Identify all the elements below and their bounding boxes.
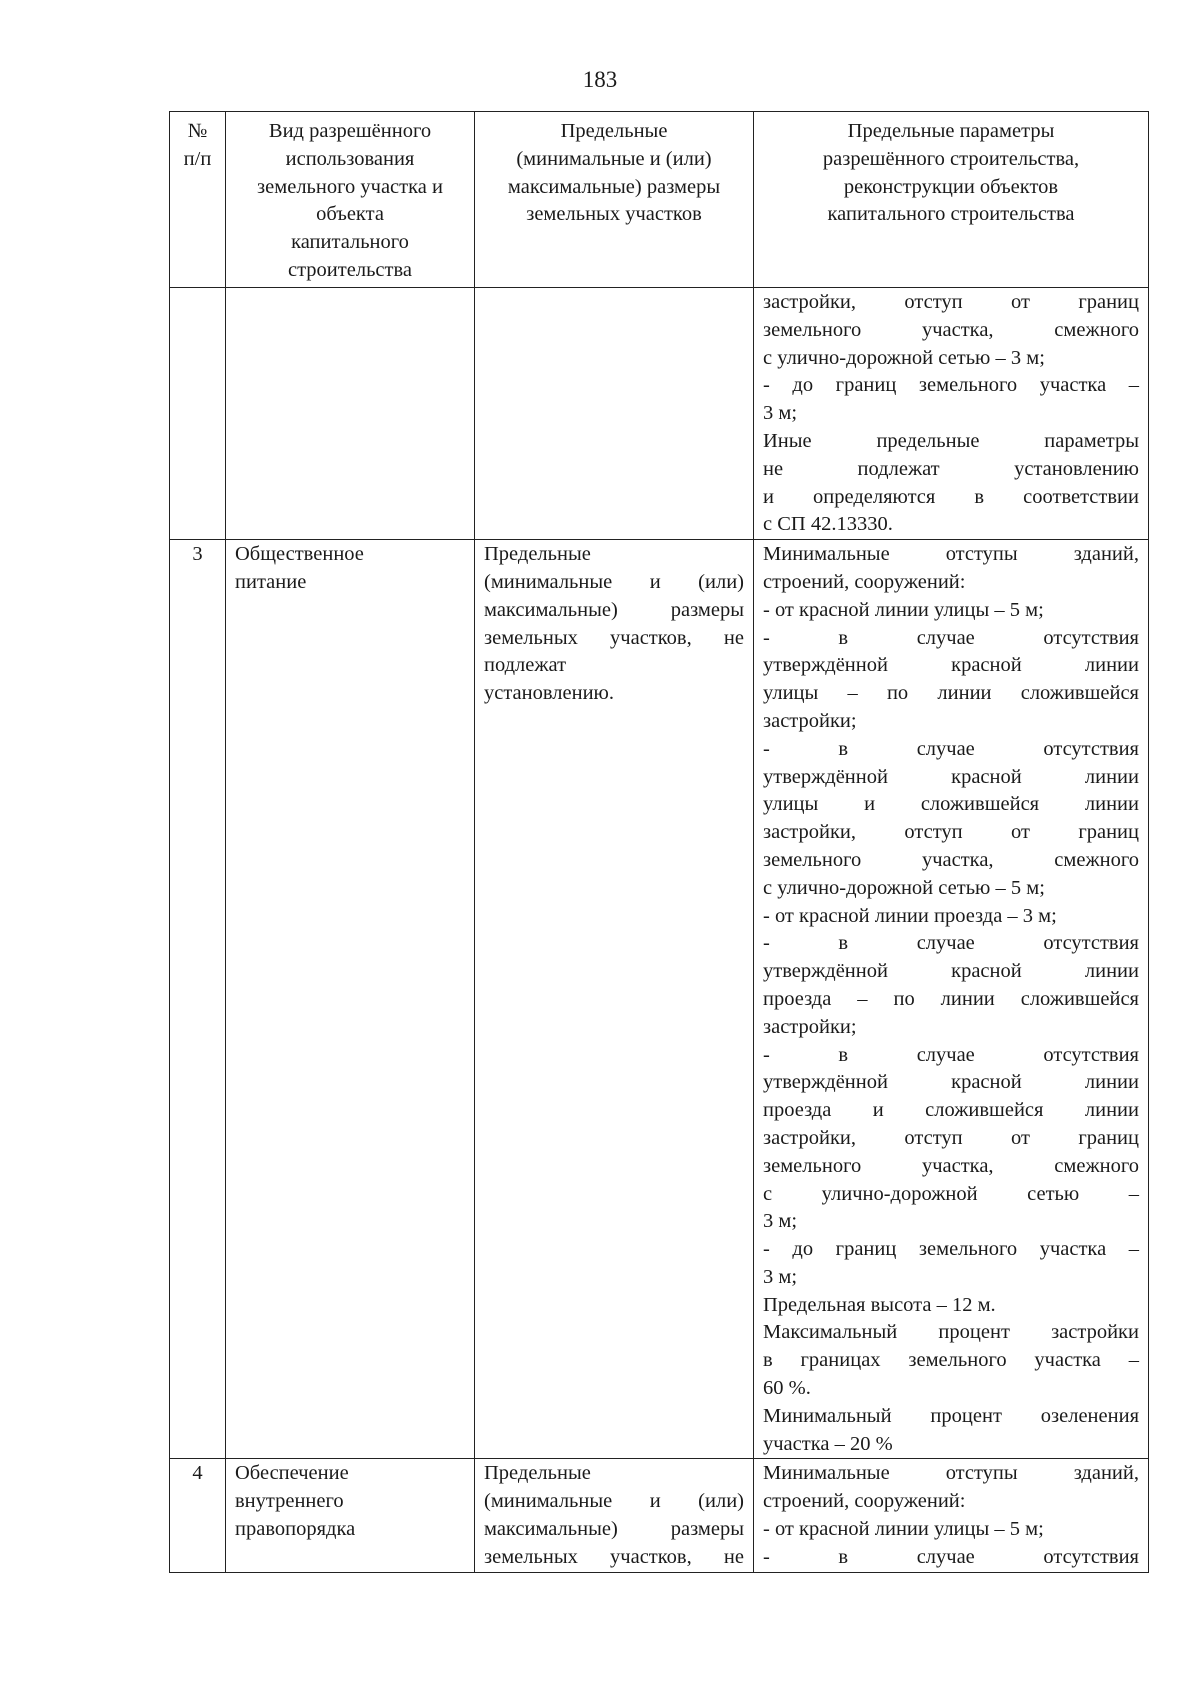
- cell-line: Иные предельные параметры: [763, 429, 1139, 452]
- cell-line: с улично-дорожной сетью –: [763, 1182, 1139, 1205]
- cell-line: правопорядка: [235, 1518, 356, 1541]
- cell-line: Минимальные отступы зданий,: [763, 543, 1139, 566]
- cell-line: утверждённой красной линии: [763, 960, 1139, 983]
- header-line: (минимальные и (или): [516, 147, 712, 170]
- cell-line: в границах земельного участка –: [763, 1349, 1139, 1372]
- cell-line: с СП 42.13330.: [763, 513, 893, 536]
- cell-line: подлежат: [484, 654, 567, 677]
- header-line: п/п: [183, 147, 212, 170]
- construction-parameters-cell: [754, 540, 1149, 1459]
- cell-line: максимальные) размеры: [484, 1518, 744, 1541]
- table-body: [170, 288, 1149, 1573]
- cell-line: застройки, отступ от границ: [763, 821, 1139, 844]
- construction-parameters-cell: [754, 1459, 1149, 1572]
- cell-line: улицы – по линии сложившейся: [763, 682, 1139, 705]
- cell-line: с улично-дорожной сетью – 3 м;: [763, 346, 1045, 369]
- cell-line: Обеспечение: [235, 1462, 349, 1485]
- cell-line: 3 м;: [763, 1265, 798, 1288]
- land-use-type-cell: [226, 540, 475, 1459]
- cell-line: установлению.: [484, 682, 614, 705]
- cell-line: проезда – по линии сложившейся: [763, 987, 1139, 1010]
- cell-line: земельных участков, не: [484, 1545, 744, 1568]
- header-line: капитального: [291, 231, 409, 254]
- cell-line: Предельные: [484, 543, 591, 566]
- header-number: [170, 112, 226, 288]
- header-line: капитального строительства: [827, 203, 1075, 226]
- cell-line: строений, сооружений:: [763, 570, 966, 593]
- cell-line: проезда и сложившейся линии: [763, 1099, 1139, 1122]
- header-construction-parameters: [754, 112, 1149, 288]
- cell-line: Предельная высота – 12 м.: [763, 1293, 996, 1316]
- cell-line: Общественное: [235, 543, 364, 566]
- cell-line: утверждённой красной линии: [763, 765, 1139, 788]
- cell-line: с улично-дорожной сетью – 5 м;: [763, 876, 1045, 899]
- header-line: строительства: [288, 258, 412, 281]
- cell-line: строений, сооружений:: [763, 1490, 966, 1513]
- header-line: земельного участка и: [257, 175, 443, 198]
- cell-line: - в случае отсутствия: [763, 1043, 1139, 1066]
- cell-line: застройки;: [763, 709, 857, 732]
- cell-line: - в случае отсутствия: [763, 737, 1139, 760]
- table-row: [170, 288, 1149, 540]
- cell-line: Максимальный процент застройки: [763, 1321, 1139, 1344]
- land-use-type-cell: [226, 288, 475, 540]
- cell-line: (минимальные и (или): [484, 570, 744, 593]
- cell-line: (минимальные и (или): [484, 1490, 744, 1513]
- header-line: №: [187, 120, 208, 142]
- row-number: 4: [170, 1459, 226, 1572]
- cell-line: - в случае отсутствия: [763, 626, 1139, 649]
- header-line: объекта: [316, 203, 384, 226]
- header-land-use-type: [226, 112, 475, 288]
- header-line: Вид разрешённого: [268, 120, 432, 142]
- cell-line: - от красной линии улицы – 5 м;: [763, 598, 1044, 621]
- cell-line: Предельные: [484, 1462, 591, 1485]
- cell-line: утверждённой красной линии: [763, 654, 1139, 677]
- plot-sizes-cell: [475, 288, 754, 540]
- header-line: максимальные) размеры: [507, 175, 721, 198]
- page-number: 183: [582, 67, 618, 92]
- header-line: разрешённого строительства,: [822, 147, 1080, 170]
- zoning-parameters-table: [169, 111, 1149, 1573]
- cell-line: - в случае отсутствия: [763, 932, 1139, 955]
- cell-line: внутреннего: [235, 1490, 344, 1513]
- header-plot-sizes: [475, 112, 754, 288]
- table-header-row: [170, 112, 1149, 288]
- row-number: 3: [170, 540, 226, 1459]
- cell-line: 60 %.: [763, 1377, 811, 1400]
- cell-line: земельного участка, смежного: [763, 848, 1139, 871]
- cell-line: земельных участков, не: [484, 626, 744, 649]
- plot-sizes-cell: [475, 1459, 754, 1572]
- table-row: [170, 540, 1149, 1459]
- cell-line: застройки;: [763, 1015, 857, 1038]
- cell-line: Минимальный процент озеленения: [763, 1404, 1139, 1427]
- cell-line: - до границ земельного участка –: [763, 1238, 1139, 1261]
- cell-line: - в случае отсутствия: [763, 1545, 1139, 1568]
- header-line: земельных участков: [526, 203, 702, 226]
- cell-line: не подлежат установлению: [763, 457, 1139, 480]
- header-line: использования: [285, 147, 415, 170]
- header-line: Предельные: [560, 120, 668, 142]
- cell-line: утверждённой красной линии: [763, 1071, 1139, 1094]
- cell-line: - до границ земельного участка –: [763, 374, 1139, 397]
- cell-line: застройки, отступ от границ: [763, 1126, 1139, 1149]
- cell-line: - от красной линии проезда – 3 м;: [763, 904, 1057, 927]
- cell-line: 3 м;: [763, 402, 798, 425]
- cell-line: и определяются в соответствии: [763, 485, 1139, 508]
- cell-line: питание: [235, 570, 307, 593]
- cell-line: Минимальные отступы зданий,: [763, 1462, 1139, 1485]
- cell-line: - от красной линии улицы – 5 м;: [763, 1518, 1044, 1541]
- cell-line: земельного участка, смежного: [763, 1154, 1139, 1177]
- row-number: [170, 288, 226, 540]
- header-line: реконструкции объектов: [843, 175, 1059, 198]
- plot-sizes-cell: [475, 540, 754, 1459]
- table-row: [170, 1459, 1149, 1572]
- header-line: Предельные параметры: [847, 120, 1055, 142]
- land-use-type-cell: [226, 1459, 475, 1572]
- construction-parameters-cell: [754, 288, 1149, 540]
- cell-line: максимальные) размеры: [484, 598, 744, 621]
- cell-line: земельного участка, смежного: [763, 318, 1139, 341]
- cell-line: участка – 20 %: [763, 1432, 893, 1455]
- cell-line: улицы и сложившейся линии: [763, 793, 1139, 816]
- cell-line: 3 м;: [763, 1210, 798, 1233]
- cell-line: застройки, отступ от границ: [763, 291, 1139, 313]
